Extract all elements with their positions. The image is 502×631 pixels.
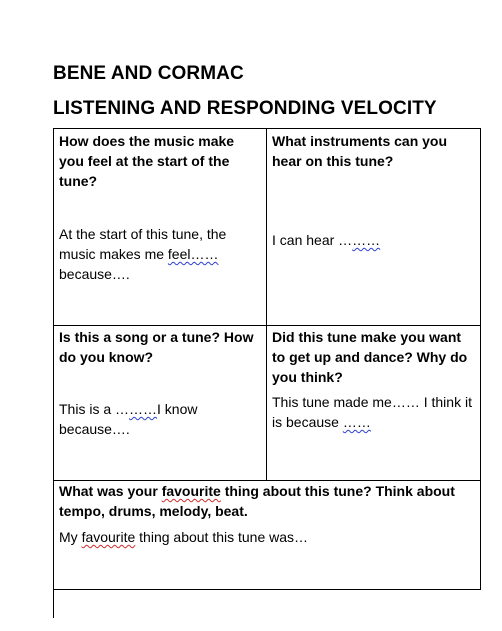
document-title: BENE AND CORMAC bbox=[53, 63, 244, 84]
answer-favourite-text: My bbox=[59, 529, 82, 545]
question-favourite-squiggle: favourite bbox=[161, 483, 221, 499]
answer-song-or-tune-squiggle: …… bbox=[129, 401, 158, 417]
question-song-or-tune: Is this a song or a tune? How do you know? bbox=[59, 329, 254, 365]
answer-feel-text: At the start of this tune, the music makes me bbox=[59, 226, 227, 262]
question-favourite-text-end: thing about this tune? Think about tempo, drums, melody, beat. bbox=[59, 483, 455, 519]
document-subtitle: LISTENING AND RESPONDING VELOCITY bbox=[53, 98, 437, 119]
answer-feel-text-end: because…. bbox=[59, 266, 130, 282]
answer-favourite-squiggle: favourite bbox=[81, 529, 136, 545]
table-divider-1 bbox=[266, 128, 267, 326]
answer-dance-text: This tune made me…… I think it is because bbox=[272, 394, 472, 430]
question-favourite-text: What was your bbox=[59, 483, 162, 499]
answer-song-or-tune-text-end: I know because…. bbox=[59, 401, 198, 437]
answer-feel[interactable] bbox=[59, 224, 259, 284]
question-favourite bbox=[59, 481, 475, 521]
answer-favourite[interactable] bbox=[59, 527, 475, 547]
table-divider-2 bbox=[266, 325, 267, 481]
answer-song-or-tune-text: This is a … bbox=[59, 401, 130, 417]
question-instruments: What instruments can you hear on this tune? bbox=[272, 133, 448, 169]
answer-dance-squiggle: …… bbox=[342, 414, 371, 430]
answer-song-or-tune[interactable] bbox=[59, 399, 259, 439]
answer-dance[interactable] bbox=[272, 392, 476, 432]
answer-favourite-text-end: thing about this tune was… bbox=[135, 529, 309, 545]
question-dance: Did this tune make you want to get up and dance? Why do you think? bbox=[272, 329, 468, 385]
answer-instruments[interactable] bbox=[272, 230, 472, 250]
answer-feel-squiggle: feel…… bbox=[167, 246, 219, 262]
margin-marker bbox=[53, 590, 54, 618]
answer-instruments-text: I can hear … bbox=[272, 232, 353, 248]
answer-instruments-squiggle: …… bbox=[352, 232, 381, 248]
question-feel: How does the music make you feel at the start of the tune? bbox=[59, 133, 235, 189]
